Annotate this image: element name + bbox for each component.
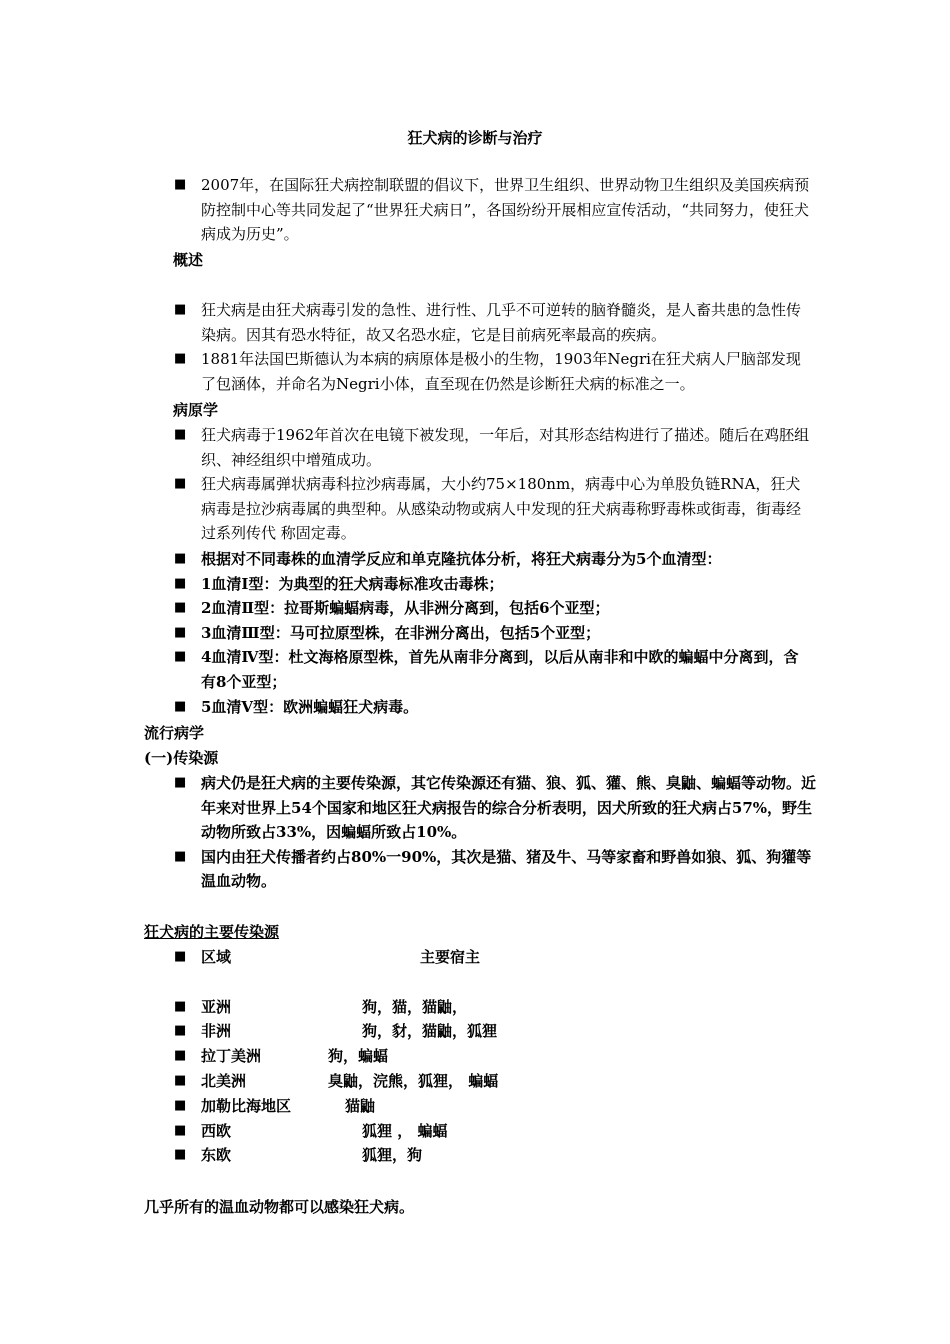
source-table — [174, 945, 601, 1168]
list-item: ■ 1血清Ⅰ型：为典型的狂犬病毒标准攻击毒株； — [201, 572, 813, 597]
square-bullet-icon: ■ — [174, 949, 187, 964]
closing-text: 几乎所有的温血动物都可以感染狂犬病。 — [144, 1198, 415, 1216]
list-item: ■ 根据对不同毒株的血清学反应和单克隆抗体分析，将狂犬病毒分为5个血清型： — [201, 547, 813, 572]
list-item: ■ 3血清Ⅲ型：马可拉原型株，在非洲分离出，包括5个亚型； — [201, 621, 813, 646]
square-bullet-icon: ■ — [174, 998, 187, 1014]
host-cell: 狗，猫，猫鼬， — [362, 997, 468, 1016]
region-cell: 北美洲 — [201, 1071, 247, 1090]
region-cell: 加勒比海地区 — [201, 1096, 292, 1115]
table-header-row — [174, 945, 601, 970]
host-cell: 狐狸，狗 — [362, 1146, 423, 1165]
overview-list — [174, 298, 813, 396]
list-item: ■ 病犬仍是狂犬病的主要传染源，其它传染源还有猫、狼、狐、獾、熊、臭鼬、蝙蝠等动物。近年来对世界上54个国家和地区狂犬病报告的综合分析表明，因犬所致的狂犬病占57%，野生动物所致占33%，因蝙蝠所致占10%。 — [201, 771, 823, 845]
square-bullet-icon: ■ — [174, 177, 187, 192]
list-item: ■ 狂犬病毒于1962年首次在电镜下被发现，一年后，对其形态结构进行了描述。随后在鸡胚组织、神经组织中增殖成功。 — [201, 423, 813, 472]
serotype-list — [174, 547, 813, 719]
list-item: ■ 2血清Ⅱ型：拉哥斯蝙蝠病毒，从非洲分离到，包括6个亚型； — [201, 596, 813, 621]
host-cell: 臭鼬，浣熊，狐狸， 蝙蝠 — [328, 1071, 499, 1090]
square-bullet-icon: ■ — [174, 302, 187, 317]
square-bullet-icon: ■ — [174, 575, 187, 591]
square-bullet-icon: ■ — [174, 649, 187, 665]
list-item: ■ 1881年法国巴斯德认为本病的病原体是极小的生物，1903年Negri在狂犬病人尸脑部发现了包涵体，并命名为Negri小体，直至现在仍然是诊断狂犬病的标准之一。 — [201, 347, 813, 396]
table-row — [174, 1119, 601, 1144]
square-bullet-icon: ■ — [174, 600, 187, 616]
table-row — [174, 995, 601, 1020]
square-bullet-icon: ■ — [174, 1023, 187, 1039]
square-bullet-icon: ■ — [174, 1097, 187, 1113]
square-bullet-icon: ■ — [174, 848, 187, 864]
list-item: ■ 4血清Ⅳ型：杜文海格原型株，首先从南非分离到，以后从南非和中欧的蝙蝠中分离到，含有8个亚型； — [201, 645, 813, 694]
source-list — [174, 771, 823, 894]
square-bullet-icon: ■ — [174, 775, 187, 790]
overview-heading: 概述 — [173, 251, 204, 269]
host-cell: 狗，豺，猫鼬，狐狸 — [362, 1022, 498, 1041]
source-heading: (一)传染源 — [144, 749, 219, 767]
document-title: 狂犬病的诊断与治疗 — [407, 129, 543, 147]
table-row — [174, 1044, 601, 1069]
list-item: ■ 5血清Ⅴ型：欧洲蝙蝠狂犬病毒。 — [201, 695, 813, 720]
etiology-heading: 病原学 — [173, 401, 219, 419]
square-bullet-icon: ■ — [174, 476, 187, 492]
region-cell: 西欧 — [201, 1121, 232, 1140]
host-cell: 猫鼬 — [345, 1096, 376, 1115]
epidemiology-heading: 流行病学 — [144, 724, 205, 742]
list-item: ■ 狂犬病毒属弹状病毒科拉沙病毒属，大小约75×180nm，病毒中心为单股负链RNA，狂犬病毒是拉沙病毒属的典型种。从感染动物或病人中发现的狂犬病毒称野毒株或街毒，街毒经过系列传代 称固定毒。 — [201, 472, 813, 546]
list-item: ■ 狂犬病是由狂犬病毒引发的急性、进行性、几乎不可逆转的脑脊髓炎，是人畜共患的急性传染病。因其有恐水特征，故又名恐水症，它是目前病死率最高的疾病。 — [201, 298, 813, 347]
list-item: ■ 国内由狂犬传播者约占80%一90%，其次是猫、猪及牛、马等家畜和野兽如狼、狐、狗獾等温血动物。 — [201, 845, 823, 894]
square-bullet-icon: ■ — [174, 551, 187, 566]
square-bullet-icon: ■ — [174, 427, 187, 442]
table-row — [174, 1143, 601, 1168]
region-cell: 非洲 — [201, 1022, 232, 1041]
list-item: ■ 2007年，在国际狂犬病控制联盟的倡议下，世界卫生组织、世界动物卫生组织及美国疾病预防控制中心等共同发起了“世界狂犬病日”，各国纷纷开展相应宣传活动，“共同努力，使狂犬病成为历史”。 — [201, 173, 813, 247]
square-bullet-icon: ■ — [174, 1048, 187, 1064]
region-cell: 东欧 — [201, 1146, 232, 1165]
region-cell: 亚洲 — [201, 997, 232, 1016]
host-cell: 狐狸 ， 蝙蝠 — [362, 1121, 448, 1140]
intro-section — [174, 173, 813, 247]
host-cell: 狗，蝙蝠 — [328, 1047, 389, 1066]
square-bullet-icon: ■ — [174, 351, 187, 367]
square-bullet-icon: ■ — [174, 1122, 187, 1138]
square-bullet-icon: ■ — [174, 624, 187, 640]
square-bullet-icon: ■ — [174, 1072, 187, 1088]
table-row — [174, 1069, 601, 1094]
table-row — [174, 1094, 601, 1119]
etiology-list — [174, 423, 813, 546]
square-bullet-icon: ■ — [174, 1147, 187, 1163]
region-cell: 拉丁美洲 — [201, 1047, 262, 1066]
host-header: 主要宿主 — [420, 948, 481, 966]
table-row — [174, 1019, 601, 1044]
region-header: 区域 — [201, 948, 232, 966]
square-bullet-icon: ■ — [174, 698, 187, 714]
table-spacer — [201, 970, 601, 995]
table-heading: 狂犬病的主要传染源 — [144, 923, 280, 941]
